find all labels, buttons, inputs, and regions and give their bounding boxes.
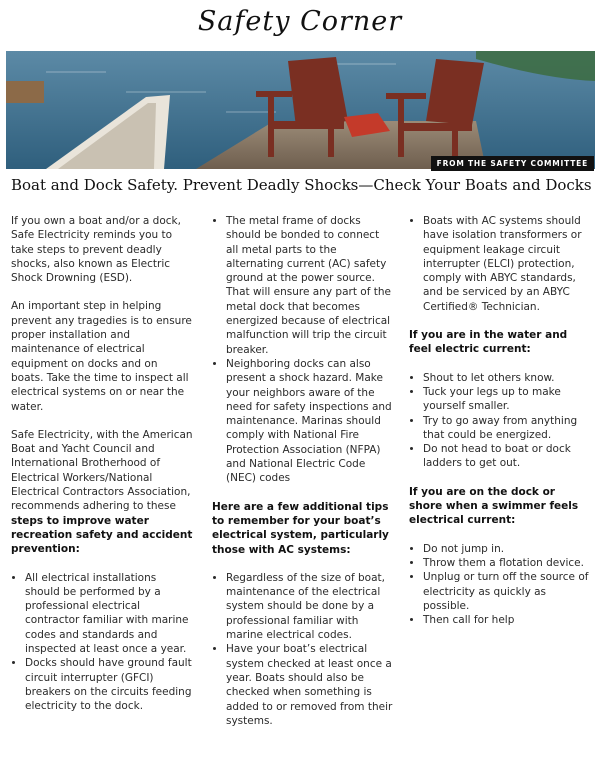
paragraph-text: Safe Electricity, with the American Boat and Yacht Council and International Brotherhood of Electrical Workers/National Electrical Contractors Association, recommends adhering to these — [11, 428, 193, 513]
list-item: • Then call for help — [423, 613, 591, 627]
list-item: • Unplug or turn off the source of electricity as quickly as possible. — [423, 570, 591, 613]
list-item: • Docks should have ground fault circuit interrupter (GFCI) breakers on the circuits feeding electricity to the dock. — [25, 656, 193, 713]
article-headline: Boat and Dock Safety. Prevent Deadly Shocks—Check Your Boats and Docks — [11, 176, 592, 194]
list-item: • Try to go away from anything that could be energized. — [423, 414, 591, 443]
column-2 — [212, 214, 394, 742]
list-item: • Boats with AC systems should have isolation transformers or equipment leakage circuit interrupter (ELCI) protection, comply with ABYC standards, and be serviced by an ABYC Certified® Technician. — [423, 214, 591, 314]
lake-dock-chairs-illustration — [6, 51, 595, 169]
bullet-list — [409, 371, 591, 471]
list-item: • Tuck your legs up to make yourself smaller. — [423, 385, 591, 414]
photo-credit-label: FROM THE SAFETY COMMITTEE — [431, 156, 594, 171]
list-item: • All electrical installations should be performed by a professional electrical contractor familiar with marine codes and standards and inspected at least once a year. — [25, 571, 193, 657]
column-1 — [11, 214, 193, 728]
list-item: • Do not head to boat or dock ladders to get out. — [423, 442, 591, 471]
masthead — [0, 0, 600, 50]
list-item: • Shout to let others know. — [423, 371, 591, 385]
masthead-title: Safety Corner — [197, 6, 403, 37]
list-item: • Regardless of the size of boat, maintenance of the electrical system should be done by a professional familiar with marine electrical codes. — [226, 571, 394, 642]
list-item: • Have your boat’s electrical system checked at least once a year. Boats should also be checked when something is added to or removed from their systems. — [226, 642, 394, 728]
bullet-list — [409, 214, 591, 314]
section-heading: If you are in the water and feel electric current: — [409, 329, 568, 356]
bullet-list — [212, 571, 394, 728]
bullet-list — [409, 542, 591, 628]
list-item: • Do not jump in. — [423, 542, 591, 556]
bullet-list — [212, 214, 394, 486]
section-heading: If you are on the dock or shore when a swimmer feels electrical current: — [409, 485, 579, 527]
paragraph-bold: steps to improve water recreation safety and accident prevention: — [11, 514, 193, 556]
list-item: • Neighboring docks can also present a shock hazard. Make your neighbors aware of the need for safety inspections and maintenance. Marinas should comply with National Fire Protection Association (NFPA) and National Electric Code (NEC) codes — [226, 357, 394, 486]
left-dock — [6, 81, 44, 103]
hero-photo — [6, 51, 595, 169]
paragraph: An important step in helping prevent any tragedies is to ensure proper installation and maintenance of electrical equipment on docks and on boats. Take the time to inspect all electrical systems on or near the water. — [11, 300, 192, 413]
list-item: • Throw them a flotation device. — [423, 556, 591, 570]
paragraph: If you own a boat and/or a dock, Safe Electricity reminds you to take steps to prevent deadly shocks, also known as Electric Shock Drowning (ESD). — [11, 215, 181, 285]
bullet-list — [11, 571, 193, 714]
column-3 — [409, 214, 591, 641]
section-heading: Here are a few additional tips to remember for your boat’s electrical system, particularly those with AC systems: — [212, 500, 389, 556]
paragraph — [11, 428, 193, 557]
list-item: • The metal frame of docks should be bonded to connect all metal parts to the alternating current (AC) safety ground at the power source. That will ensure any part of the metal dock that becomes energized because of electrical malfunction will trip the circuit breaker. — [226, 214, 394, 357]
